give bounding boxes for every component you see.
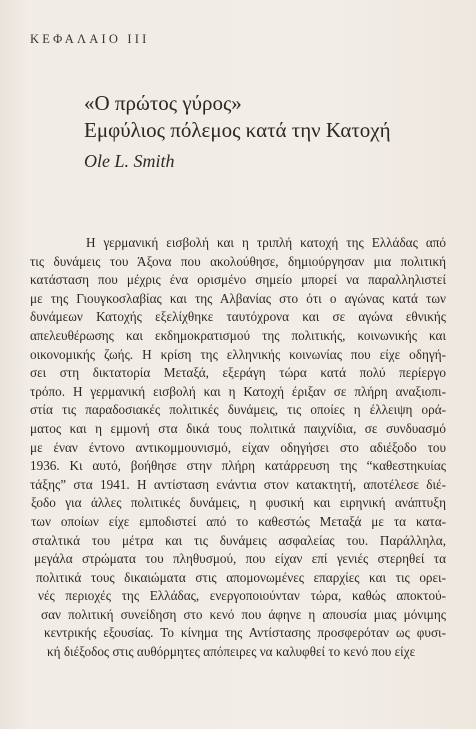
body-line: κατάσταση που μέχρις ένα ορισμένο σημείο μπορεί να παραλληλιστεί (30, 272, 446, 288)
body-line: νές περιοχές της Ελλάδας, ενεργοποιούνταν τώρα, καθώς αποκτού- (38, 588, 446, 604)
body-line: τις δυνάμεις του Άξονα που ακολούθησε, δημιούργησαν μια πολιτική (30, 253, 446, 269)
body-line: με της Γιουγκοσλαβίας και της Αλβανίας στο ότι ο αγώνας κατά των (30, 290, 446, 306)
body-line: σαν πολιτική συνείδηση στο κενό που άφηνε η απουσία μιας μόνιμης (41, 606, 446, 622)
body-line: Η γερμανική εισβολή και η τριπλή κατοχή της Ελλάδας από (86, 235, 446, 250)
body-line: τάξης” στα 1941. Η αντίσταση ενάντια στον κατακτητή, αποτέλεσε διέ- (30, 476, 446, 492)
body-line: απελευθέρωσης και εκδημοκρατισμού της πολιτικής, κοινωνικής και (30, 327, 446, 343)
chapter-title (84, 90, 391, 144)
title-line-1: «Ο πρώτος γύρος» (84, 91, 242, 115)
body-line: με έναν έντονο αντικομμουνισμό, είχαν οδηγήσει στο αδιέξοδο του (30, 439, 446, 455)
body-paragraph (30, 234, 446, 662)
chapter-label: ΚΕΦΑΛΑΙΟ III (30, 32, 150, 46)
body-line: μεγάλα στρώματα του πληθυσμού, που είχαν επί γενιές στερηθεί τα (34, 551, 446, 567)
body-line: των οποίων είχε εμποδιστεί από το καθεστώς Μεταξά με τα κατα- (31, 513, 446, 529)
body-line: σταλτικά του μέτρα και τις δυνάμεις ασφαλείας του. Παράλληλα, (32, 532, 446, 548)
body-line: οικονομικής ζωής. Η κρίση της ελληνικής κοινωνίας που είχε οδηγή- (30, 346, 446, 362)
body-line: τρόπο. Η γερμανική εισβολή και η Κατοχή έριξαν σε πλήρη αναξιοπι- (30, 383, 446, 399)
body-line: σει στη δικτατορία Μεταξά, εξεράγη τώρα κατά πολύ περίεργο (30, 365, 446, 381)
body-line: δυνάμεων Κατοχής εξελίχθηκε ταυτόχρονα και σε αγώνα εθνικής (30, 309, 446, 325)
body-line: κεντρικής εξουσίας. Το κίνημα της Αντίστασης προσφερόταν ως φυσι- (44, 625, 446, 641)
body-line: ματος και η εμμονή στα δικά τους πολιτικά παιχνίδια, σε συνδυασμό (30, 420, 446, 436)
body-line: πολιτικά τους δικαιώματα στις απομονωμένες επαρχίες και τις ορει- (36, 569, 446, 585)
author-name: Ole L. Smith (84, 151, 175, 171)
body-line: 1936. Κι αυτό, βοήθησε στην πλήρη κατάρρευση της “καθεστηκυίας (30, 458, 446, 474)
body-line: ξοδο για άλλες πολιτικές δυνάμεις, η φυσική και ειρηνική ανάπτυξη (31, 495, 446, 511)
body-line: κή διέξοδος στις αυθόρμητες απόπειρες να καλυφθεί το κενό που είχε (47, 644, 416, 660)
title-line-2: Εμφύλιος πόλεμος κατά την Κατοχή (84, 118, 391, 142)
body-line: στία τις παραδοσιακές πολιτικές δυνάμεις, τις οποίες η έλλειψη ορά- (30, 402, 446, 418)
